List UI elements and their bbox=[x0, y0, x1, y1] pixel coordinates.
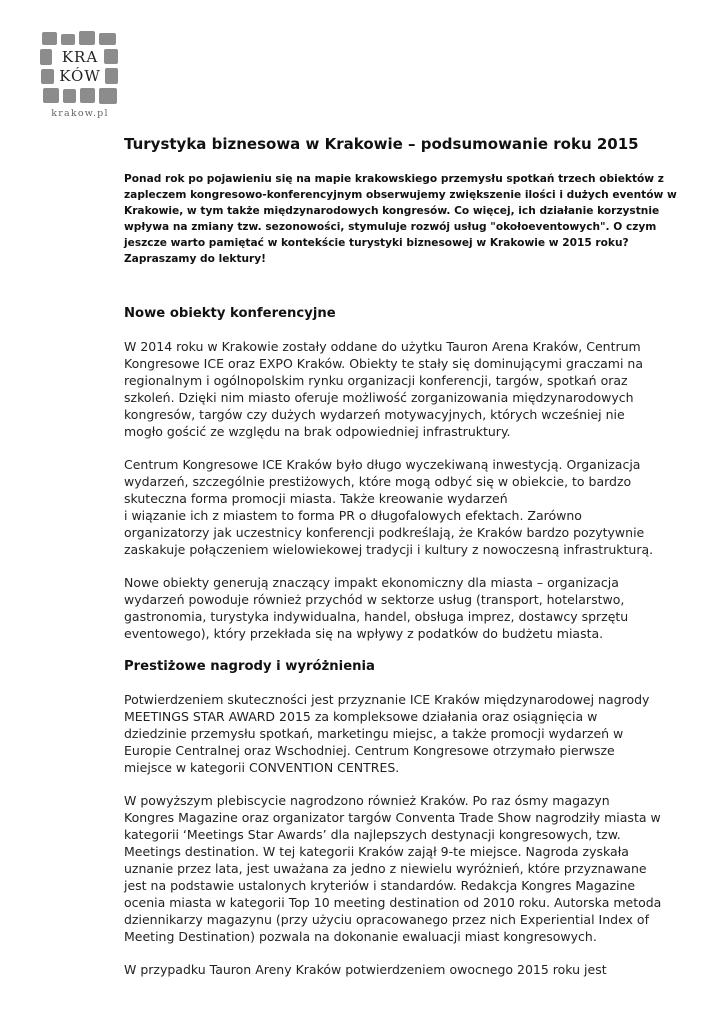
lead-line: Ponad rok po pojawieniu się na mapie krakowskiego przemysłu spotkań trzech obiektów z bbox=[124, 173, 664, 185]
text-line: wydarzeń, szczególnie prestiżowych, które mogą odbyć się w obiekcie, to bardzo bbox=[124, 474, 632, 489]
article-title: Turystyka biznesowa w Krakowie – podsumowanie roku 2015 bbox=[124, 135, 639, 153]
text-line: i wiązanie ich z miastem to forma PR o długofalowych efektach. Zarówno bbox=[124, 508, 582, 523]
text-line: uznanie przez lata, jest uważana za jedno z niewielu wyróżnień, które przyznawane bbox=[124, 861, 647, 876]
text-line: W 2014 roku w Krakowie zostały oddane do użytku Tauron Arena Kraków, Centrum bbox=[124, 339, 641, 354]
text-line: organizatorzy jak uczestnicy konferencji podkreślają, że Kraków bardzo pozytywnie bbox=[124, 525, 645, 540]
text-line: dziedzinie przemysłu spotkań, marketingu miejsc, a także promocji wydarzeń w bbox=[124, 726, 624, 741]
text-line: kongresów, targów czy dużych wydarzeń motywacyjnych, których wcześniej nie bbox=[124, 407, 625, 422]
text-line: dziennikarzy magazynu (przy użyciu opracowanego przez nich Experiential Index of bbox=[124, 912, 649, 927]
paragraph bbox=[124, 691, 704, 776]
text-line: regionalnym i ogólnopolskim rynku organizacji konferencji, targów, spotkań oraz bbox=[124, 373, 628, 388]
lead-line: Zapraszamy do lektury! bbox=[124, 253, 267, 265]
logo-word-top: KRA bbox=[61, 48, 99, 66]
text-line: W przypadku Tauron Areny Kraków potwierdzeniem owocnego 2015 roku jest bbox=[124, 962, 607, 977]
krakow-logo bbox=[38, 28, 122, 122]
text-line: ocenia miasta w kategorii Top 10 meeting destination od 2010 roku. Autorska metoda bbox=[124, 895, 662, 910]
lead-line: wpływa na zmiany tzw. sezonowości, stymuluje rozwój usług "okołoeventowych". O czym bbox=[124, 221, 657, 233]
text-line: Meetings destination. W tej kategorii Kraków zajął 9-te miejsce. Nagroda zyskała bbox=[124, 844, 629, 859]
text-line: W powyższym plebiscycie nagrodzono również Kraków. Po raz ósmy magazyn bbox=[124, 793, 610, 808]
text-line: mogło gościć ze względu na brak odpowiedniej infrastruktury. bbox=[124, 424, 511, 439]
text-line: eventowego), który przekłada się na wpływy z podatków do budżetu miasta. bbox=[124, 626, 604, 641]
paragraph bbox=[124, 792, 704, 945]
article-lead bbox=[124, 171, 704, 267]
text-line: miejsce w kategorii CONVENTION CENTRES. bbox=[124, 760, 400, 775]
text-line: zaskakuje połączeniem wielowiekowej tradycji i kultury z nowoczesną infrastrukturą. bbox=[124, 542, 654, 557]
text-line: skuteczna forma promocji miasta. Także kreowanie wydarzeń bbox=[124, 491, 508, 506]
text-line: Kongres Magazine oraz organizator targów Conventa Trade Show nagrodziły miasta w bbox=[124, 810, 661, 825]
text-line: jest na podstawie ustalonych kryteriów i standardów. Redakcja Kongres Magazine bbox=[124, 878, 636, 893]
section-heading-new-venues: Nowe obiekty konferencyjne bbox=[124, 306, 336, 321]
logo-word-bottom: KÓW bbox=[59, 67, 101, 85]
lead-line: Krakowie, w tym także międzynarodowych kongresów. Co więcej, ich działanie korzystnie bbox=[124, 205, 660, 217]
paragraph bbox=[124, 574, 704, 642]
text-line: Potwierdzeniem skuteczności jest przyznanie ICE Kraków międzynarodowej nagrody bbox=[124, 692, 650, 707]
paragraph bbox=[124, 338, 704, 440]
logo-url: krakow.pl bbox=[51, 108, 109, 119]
text-line: wydarzeń powoduje również przychód w sektorze usług (transport, hotelarstwo, bbox=[124, 592, 625, 607]
text-line: Nowe obiekty generują znaczący impakt ekonomiczny dla miasta – organizacja bbox=[124, 575, 619, 590]
text-line: MEETINGS STAR AWARD 2015 za kompleksowe działania oraz osiągnięcia w bbox=[124, 709, 598, 724]
article bbox=[124, 134, 704, 994]
lead-line: jeszcze warto pamiętać w kontekście turystyki biznesowej w Krakowie w 2015 roku? bbox=[124, 237, 629, 249]
text-line: Kongresowe ICE oraz EXPO Kraków. Obiekty te stały się dominującymi graczami na bbox=[124, 356, 644, 371]
lead-line: zapleczem kongresowo-konferencyjnym obserwujemy zwiększenie ilości i dużych eventów w bbox=[124, 189, 677, 201]
text-line: kategorii ‘Meetings Star Awards’ dla najlepszych destynacji kongresowych, tzw. bbox=[124, 827, 621, 842]
paragraph bbox=[124, 961, 704, 978]
text-line: szkoleń. Dzięki nim miasto oferuje możliwość zorganizowania międzynarodowych bbox=[124, 390, 634, 405]
text-line: Meeting Destination) pozwala na dokonanie ewaluacji miast kongresowych. bbox=[124, 929, 597, 944]
text-line: gastronomia, turystyka indywidualna, handel, obsługa imprez, dostawcy sprzętu bbox=[124, 609, 629, 624]
section-heading-awards: Prestiżowe nagrody i wyróżnienia bbox=[124, 659, 375, 674]
text-line: Europie Centralnej oraz Wschodniej. Centrum Kongresowe otrzymało pierwsze bbox=[124, 743, 615, 758]
text-line: Centrum Kongresowe ICE Kraków było długo wyczekiwaną inwestycją. Organizacja bbox=[124, 457, 641, 472]
paragraph bbox=[124, 456, 704, 558]
